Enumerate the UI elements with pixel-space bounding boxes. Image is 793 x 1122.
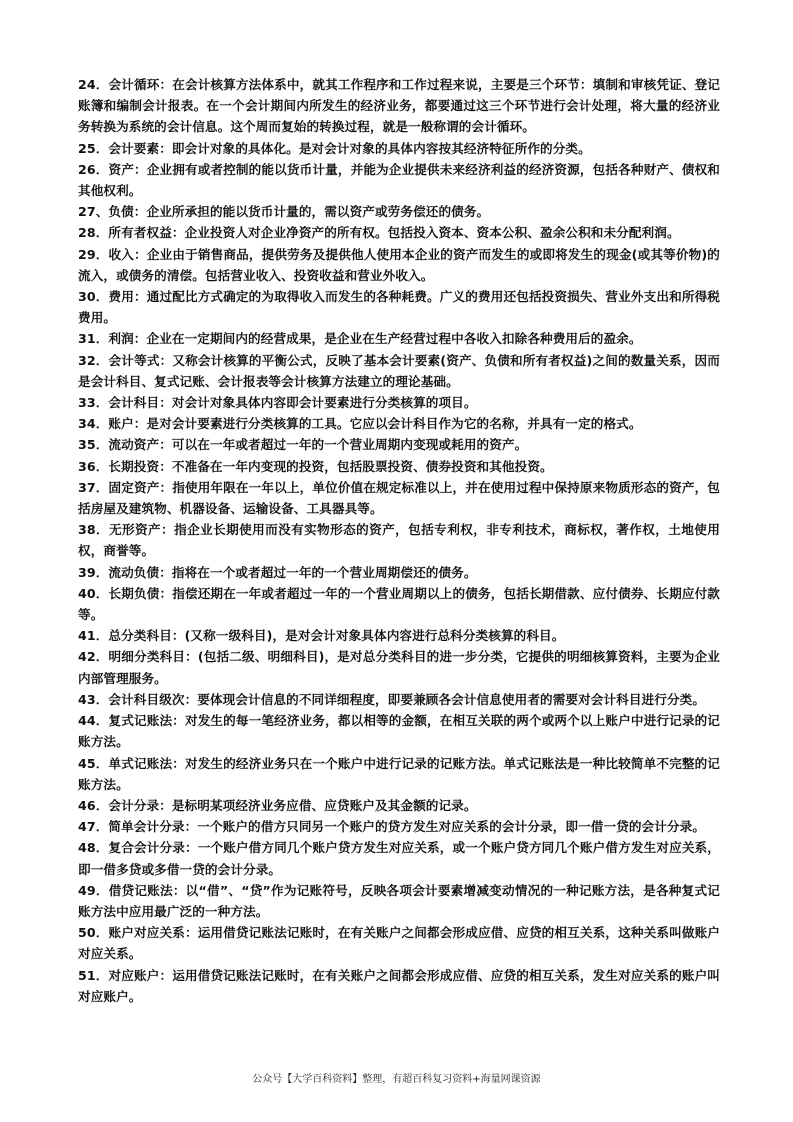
definition-entry-31: 31．利润：企业在一定期间内的经营成果，是企业在生产经营过程中各收入扣除各种费用后的盈余。 (78, 331, 642, 347)
definition-entry-39: 39．流动负债：指将在一个或者超过一年的一个营业周期偿还的债务。 (78, 564, 477, 580)
definition-entry-28: 28．所有者权益：企业投资人对企业净资产的所有权。包括投入资本、资本公积、盈余公积和未分配利润。 (78, 225, 680, 241)
definition-entry-46: 46．会计分录：是标明某项经济业务应借、应贷账户及其金额的记录。 (78, 797, 477, 813)
definition-entry-45: 45．单式记账法：对发生的经济业务只在一个账户中进行记录的记账方法。单式记账法是一种比较简单不完整的记账方法。 (78, 755, 720, 792)
definition-entry-24: 24．会计循环：在会计核算方法体系中，就其工作程序和工作过程来说，主要是三个环节：填制和审核凭证、登记账簿和编制会计报表。在一个会计期间内所发生的经济业务，都要通过这三个环节进行会计处理，将大量的经济业务转换为系统的会计信息。这个周而复始的转换过程，就是一般称谓的会计循环。 (78, 77, 720, 135)
definition-entry-27: 27、负债：企业所承担的能以货币计量的，需以资产或劳务偿还的债务。 (78, 204, 490, 220)
definition-entry-43: 43．会计科目级次：要体现会计信息的不同详细程度，即要兼顾各会计信息使用者的需要对会计科目进行分类。 (78, 691, 706, 707)
definition-entry-37: 37．固定资产：指使用年限在一年以上，单位价值在规定标准以上，并在使用过程中保持原来物质形态的资产，包括房屋及建筑物、机器设备、运输设备、工具器具等。 (78, 479, 720, 517)
definition-entry-49: 49．借贷记账法：以“借”、“贷”作为记账符号，反映各项会计要素增减变动情况的一种记账方法，是各种复式记账方法中应用最广泛的一种方法。 (78, 882, 720, 919)
definition-entry-48: 48．复合会计分录：一个账户借方同几个账户贷方发生对应关系，或一个账户贷方同几个账户借方发生对应关系，即一借多贷或多借一贷的会计分录。 (78, 840, 720, 877)
definition-entry-30: 30．费用：通过配比方式确定的为取得收入而发生的各种耗费。广义的费用还包括投资损失、营业外支出和所得税费用。 (78, 289, 720, 326)
definition-entry-35: 35．流动资产：可以在一年或者超过一年的一个营业周期内变现或耗用的资产。 (78, 437, 528, 453)
page-footer: 公众号【大学百科资料】整理，有超百科复习资料+海量网课资源 (252, 1074, 541, 1085)
definition-entry-29: 29．收入：企业由于销售商品，提供劳务及提供他人使用本企业的资产而发生的或即将发生的现金(或其等价物)的流入，或债务的清偿。包括营业收入、投资收益和营业外收入。 (78, 246, 720, 283)
definition-entry-38: 38．无形资产：指企业长期使用而没有实物形态的资产，包括专利权，非专利技术，商标权，著作权，土地使用权，商誉等。 (78, 522, 720, 559)
definition-entry-51: 51．对应账户：运用借贷记账法记账时，在有关账户之间都会形成应借、应贷的相互关系，发生对应关系的账户叫对应账户。 (78, 967, 720, 1004)
definition-entry-32: 32．会计等式：又称会计核算的平衡公式，反映了基本会计要素(资产、负债和所有者权益)之间的数量关系，因而是会计科目、复式记账、会计报表等会计核算方法建立的理论基础。 (78, 352, 720, 389)
definition-entry-41: 41．总分类科目：(又称一级科目)，是对会计对象具体内容进行总科分类核算的科目。 (78, 628, 565, 644)
definition-entry-40: 40．长期负债：指偿还期在一年或者超过一年的一个营业周期以上的债务，包括长期借款、应付债券、长期应付款等。 (78, 585, 720, 623)
definition-entry-36: 36．长期投资：不准备在一年内变现的投资，包括股票投资、债券投资和其他投资。 (78, 458, 553, 474)
definition-entry-33: 33．会计科目：对会计对象具体内容即会计要素进行分类核算的项目。 (78, 395, 477, 411)
definition-entry-25: 25．会计要素：即会计对象的具体化。是对会计对象的具体内容按其经济特征所作的分类。 (78, 140, 591, 156)
definition-entry-50: 50．账户对应关系：运用借贷记账法记账时，在有关账户之间都会形成应借、应贷的相互关系，这种关系叫做账户对应关系。 (78, 925, 720, 962)
definition-entry-47: 47．简单会计分录：一个账户的借方只同另一个账户的贷方发生对应关系的会计分录，即一借一贷的会计分录。 (78, 819, 706, 835)
definition-entry-34: 34．账户：是对会计要素进行分类核算的工具。它应以会计科目作为它的名称，并具有一定的格式。 (78, 416, 642, 432)
definition-entry-42: 42．明细分类科目：(包括二级、明细科目)，是对总分类科目的进一步分类，它提供的明细核算资料，主要为企业内部管理服务。 (78, 649, 720, 686)
definition-entry-26: 26．资产：企业拥有或者控制的能以货币计量，并能为企业提供未来经济利益的经济资源，包括各种财产、债权和其他权利。 (78, 161, 720, 199)
document-body (78, 74, 720, 1007)
definition-entry-44: 44．复式记账法：对发生的每一笔经济业务，都以相等的金额，在相互关联的两个或两个以上账户中进行记录的记账方法。 (78, 713, 720, 750)
